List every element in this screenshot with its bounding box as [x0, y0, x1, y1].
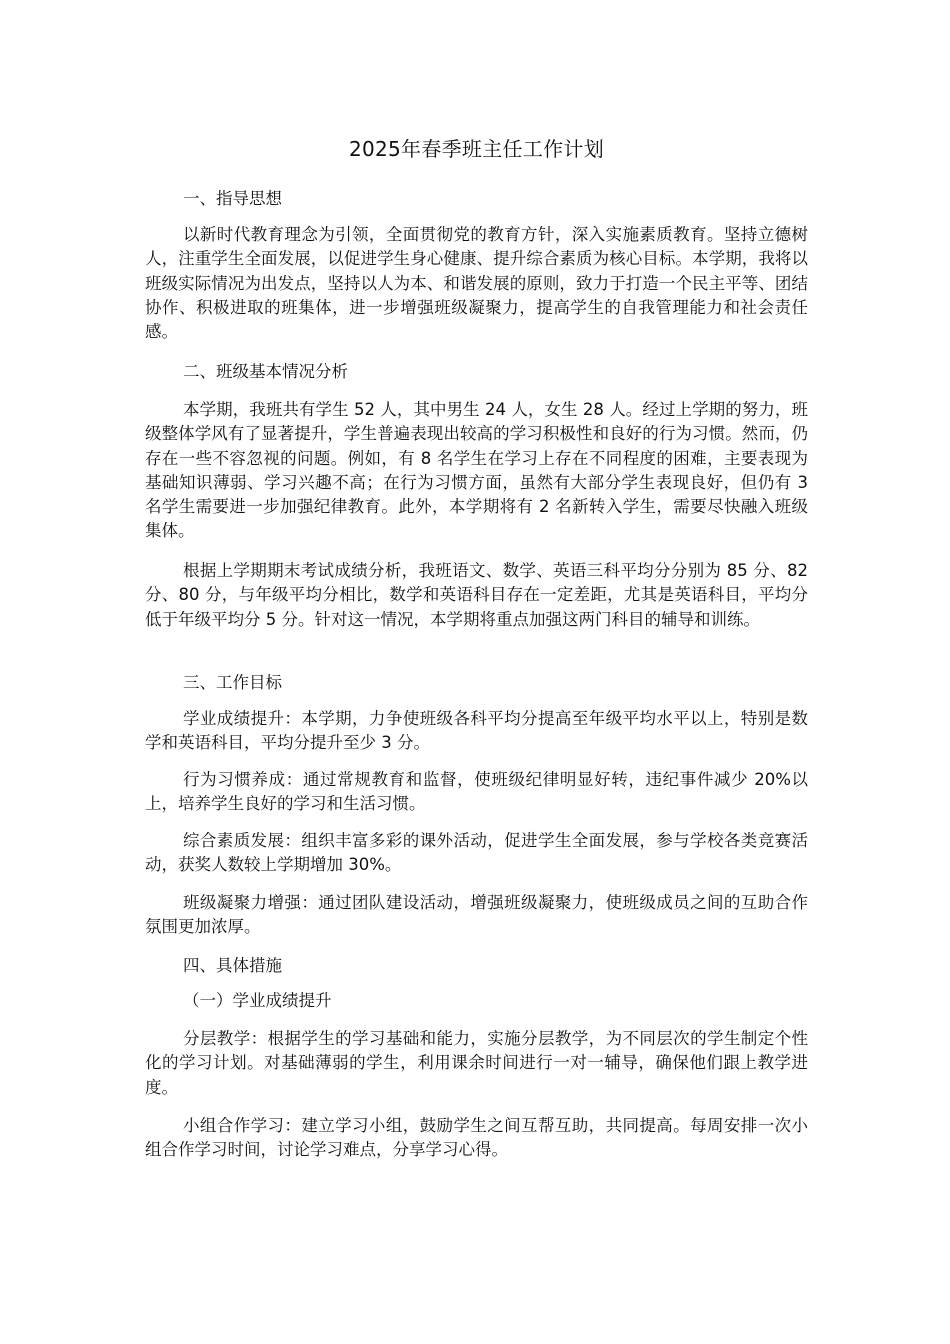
paragraph: 小组合作学习：建立学习小组，鼓励学生之间互帮互助，共同提高。每周安排一次小组合作学习时间，讨论学习难点，分享学习心得。 [145, 1116, 808, 1160]
section-heading-guiding-ideology: 一、指导思想 [183, 189, 282, 208]
paragraph: 班级凝聚力增强：通过团队建设活动，增强班级凝聚力，使班级成员之间的互助合作氛围更加浓厚。 [145, 893, 808, 937]
paragraph: 分层教学：根据学生的学习基础和能力，实施分层教学，为不同层次的学生制定个性化的学习计划。对基础薄弱的学生，利用课余时间进行一对一辅导，确保他们跟上教学进度。 [145, 1029, 808, 1097]
section-heading-goals: 三、工作目标 [183, 673, 282, 692]
document-title: 2025年春季班主任工作计划 [348, 137, 605, 161]
section-heading-measures: 四、具体措施 [183, 956, 282, 975]
subsection-heading-academic: （一）学业成绩提升 [183, 991, 332, 1010]
paragraph: 行为习惯养成：通过常规教育和监督，使班级纪律明显好转，违纪事件减少 20%以上，培养学生良好的学习和生活习惯。 [145, 770, 808, 814]
paragraph: 根据上学期期末考试成绩分析，我班语文、数学、英语三科平均分分别为 85 分、82 分、80 分，与年级平均分相比，数学和英语科目存在一定差距，尤其是英语科目，平均分低于年级平均分 5 分。针对这一情况，本学期将重点加强这两门科目的辅导和训练。 [145, 561, 808, 629]
section-heading-class-analysis: 二、班级基本情况分析 [183, 362, 348, 381]
paragraph: 本学期，我班共有学生 52 人，其中男生 24 人，女生 28 人。经过上学期的努力，班级整体学风有了显著提升，学生普遍表现出较高的学习积极性和良好的行为习惯。然而，仍存在一些不容忽视的问题。例如，有 8 名学生在学习上存在不同程度的困难，主要表现为基础知识薄弱、学习兴趣不高；在行为习惯方面，虽然有大部分学生表现良好，但仍有 3 名学生需要进一步加强纪律教育。此外，本学期将有 2 名新转入学生，需要尽快融入班级集体。 [145, 400, 808, 541]
paragraph: 以新时代教育理念为引领，全面贯彻党的教育方针，深入实施素质教育。坚持立德树人，注重学生全面发展，以促进学生身心健康、提升综合素质为核心目标。本学期，我将以班级实际情况为出发点，坚持以人为本、和谐发展的原则，致力于打造一个民主平等、团结协作、积极进取的班集体，进一步增强班级凝聚力，提高学生的自我管理能力和社会责任感。 [145, 225, 808, 342]
paragraph: 学业成绩提升：本学期，力争使班级各科平均分提高至年级平均水平以上，特别是数学和英语科目，平均分提升至少 3 分。 [145, 709, 808, 753]
paragraph: 综合素质发展：组织丰富多彩的课外活动，促进学生全面发展，参与学校各类竞赛活动，获奖人数较上学期增加 30%。 [145, 831, 808, 875]
